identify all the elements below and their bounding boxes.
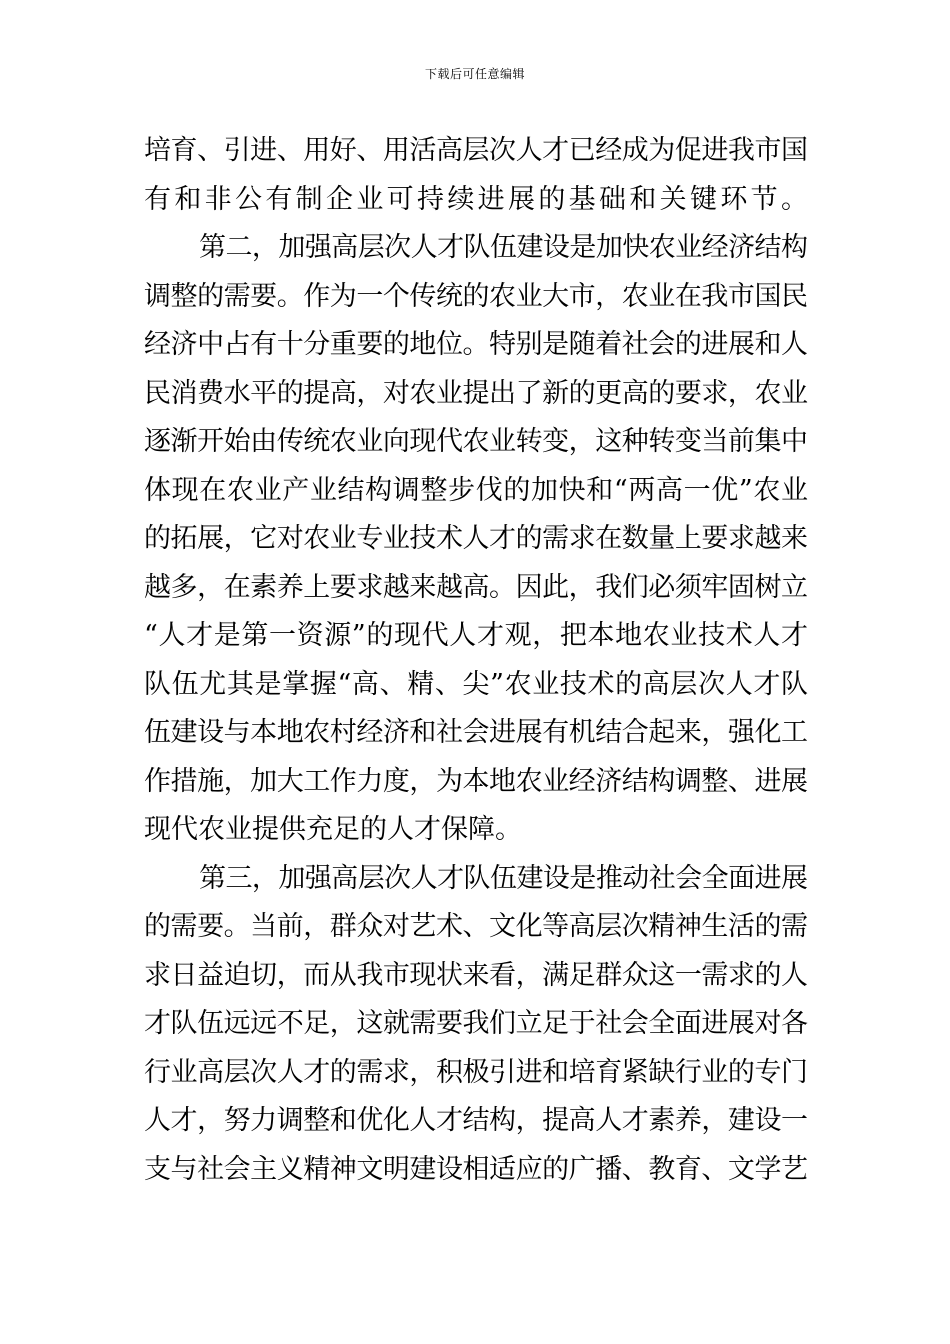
text-line: 人才，努力调整和优化人才结构，提高人才素养，建设一	[144, 1105, 808, 1136]
text-line: 调整的需要。作为一个传统的农业大市，农业在我市国民	[144, 280, 808, 312]
text-line: 逐渐开始由传统农业向现代农业转变，这种转变当前集中	[144, 426, 808, 457]
text-line: 的需要。当前，群众对艺术、文化等高层次精神生活的需	[144, 911, 808, 942]
text-line: 民消费水平的提高，对农业提出了新的更高的要求，农业	[144, 377, 808, 409]
text-line: 伍建设与本地农村经济和社会进展有机结合起来，强化工	[144, 717, 808, 748]
page-header: 下载后可任意编辑	[424, 67, 525, 81]
text-line: 越多，在素养上要求越来越高。因此，我们必须牢固树立	[144, 571, 808, 603]
text-line: 的拓展，它对农业专业技术人才的需求在数量上要求越来	[144, 523, 808, 554]
text-line: 队伍尤其是掌握“高、精、尖”农业技术的高层次人才队	[144, 668, 809, 700]
text-line: 第二，加强高层次人才队伍建设是加快农业经济结构	[199, 232, 808, 263]
text-line: 行业高层次人才的需求，积极引进和培育紧缺行业的专门	[144, 1056, 808, 1088]
text-line: 现代农业提供充足的人才保障。	[144, 814, 522, 845]
document-body	[144, 127, 812, 1194]
text-line: 培育、引进、用好、用活高层次人才已经成为促进我市国	[144, 135, 808, 166]
text-line: 经济中占有十分重要的地位。特别是随着社会的进展和人	[144, 329, 808, 360]
text-line: 体现在农业产业结构调整步伐的加快和“两高一优”农业	[144, 474, 809, 506]
text-line: 有和非公有制企业可持续进展的基础和关键环节。	[144, 183, 812, 215]
text-line: 才队伍远远不足，这就需要我们立足于社会全面进展对各	[144, 1008, 808, 1039]
text-line: 支与社会主义精神文明建设相适应的广播、教育、文学艺	[144, 1153, 808, 1185]
text-line: 作措施，加大工作力度，为本地农业经济结构调整、进展	[144, 765, 808, 797]
text-line: “人才是第一资源”的现代人才观，把本地农业技术人才	[144, 620, 809, 651]
text-line: 求日益迫切，而从我市现状来看，满足群众这一需求的人	[144, 959, 808, 991]
text-line: 第三，加强高层次人才队伍建设是推动社会全面进展	[199, 862, 808, 894]
